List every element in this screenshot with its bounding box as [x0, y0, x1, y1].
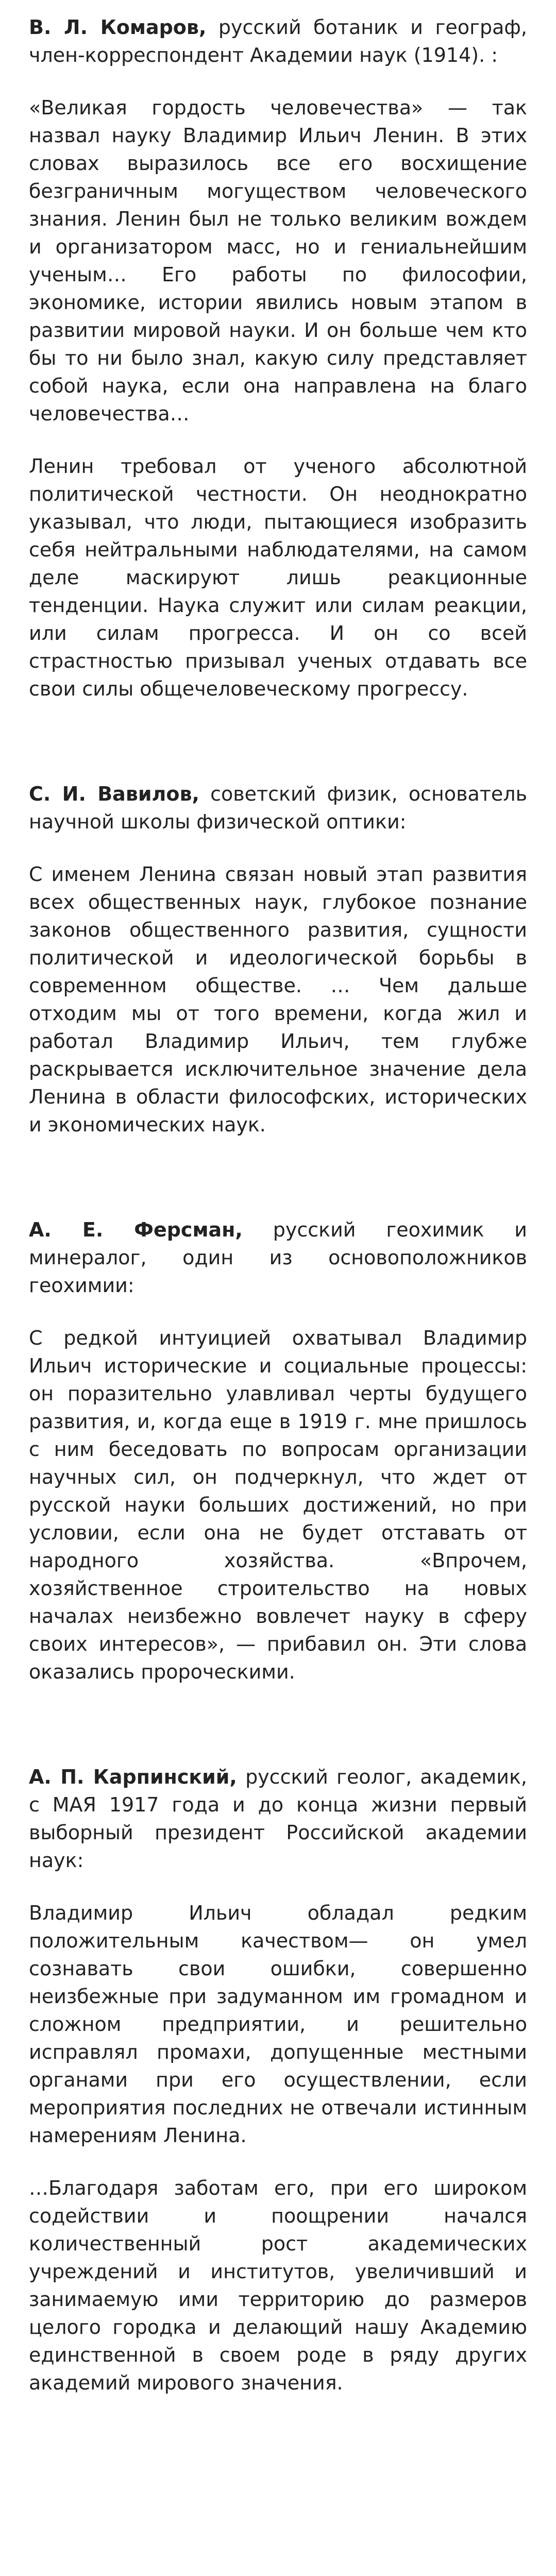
quote-paragraph: С редкой интуицией охватывал Владимир Ильич исторические и социальные процессы: он поразительно улавливал черты будущего развития, и, когда еще в 1919 г. мне пришлось с ним беседовать по вопросам организации научных сил, он подчеркнул, что ждет от русской науки больших достижений, но при условии, если она не будет отставать от народного хозяйства. «Впрочем, хозяйственное строительство на новых началах неизбежно вовлечет науку в сферу своих интересов», — прибавил он. Эти слова оказались пророческими.	[29, 1327, 527, 1683]
quote-paragraph: «Великая гордость человечества» — так назвал науку Владимир Ильич Ленин. В этих словах выразилось все его восхищение безграничным могуществом человеческого знания. Ленин был не только великим вождем и организатором масс, но и гениальнейшим ученым… Его работы по философии, экономике, истории явились новым этапом в развитии мировой науки. И он больше чем кто бы то ни было знал, какую силу представляет собой наука, если она направлена на благо человечества…	[29, 96, 527, 425]
author-name: А. Е. Ферсман,	[29, 1218, 243, 1241]
author-intro	[29, 1763, 527, 1874]
author-intro	[29, 1216, 527, 1299]
author-description: русский геолог, академик, с МАЯ 1917 года и до конца жизни первый выборный президент Российской академии наук:	[29, 1766, 527, 1872]
quote-paragraph: Владимир Ильич обладал редким положительным качеством— он умел сознавать свои ошибки, совершенно неизбежные при задуманном им громадном и сложном предприятии, и решительно исправлял промахи, допущенные местными органами при его осуществлении, если мероприятия последних не отвечали истинным намерениям Ленина.	[29, 1902, 527, 2147]
quote-paragraph: …Благодаря заботам его, при его широком содействии и поощрении начался количественный рост академических учреждений и институтов, увеличивший и занимаемую ими территорию до размеров целого городка и делающий нашу Академию единственной в своем роде в ряду других академий мирового значения.	[29, 2177, 527, 2394]
quote-paragraph: С именем Ленина связан новый этап развития всех общественных наук, глубокое познание законов общественного развития, сущности политической и идеологической борьбы в современном обществе. … Чем дальше отходим мы от того времени, когда жил и работал Владимир Ильич, тем глубже раскрывается исключительное значение дела Ленина в области философских, исторических и экономических наук.	[29, 863, 527, 1136]
quote-section-karpinsky	[29, 1763, 527, 2397]
author-intro	[29, 780, 527, 836]
author-description: русский геохимик и минералог, один из основоположников геохимии:	[29, 1218, 527, 1297]
author-intro	[29, 13, 527, 69]
quote-section-fersman	[29, 1216, 527, 1686]
quote-paragraph: Ленин требовал от ученого абсолютной политической честности. Он неоднократно указывал, что люди, пытающиеся изобразить себя нейтральными наблюдателями, на самом деле маскируют лишь реакционные тенденции. Наука служит или силам реакции, или силам прогресса. И он со всей страстностью призывал ученых отдавать все свои силы общечеловеческому прогрессу.	[29, 455, 527, 700]
quote-section-komarov	[29, 13, 527, 703]
author-description: советский физик, основатель научной школы физической оптики:	[29, 783, 527, 833]
author-name: А. П. Карпинский,	[29, 1766, 237, 1788]
author-name: С. И. Вавилов,	[29, 783, 199, 805]
author-name: В. Л. Комаров,	[29, 16, 207, 39]
author-description: русский ботаник и географ, член-корреспондент Академии наук (1914). :	[29, 16, 528, 66]
quote-section-vavilov	[29, 780, 527, 1139]
